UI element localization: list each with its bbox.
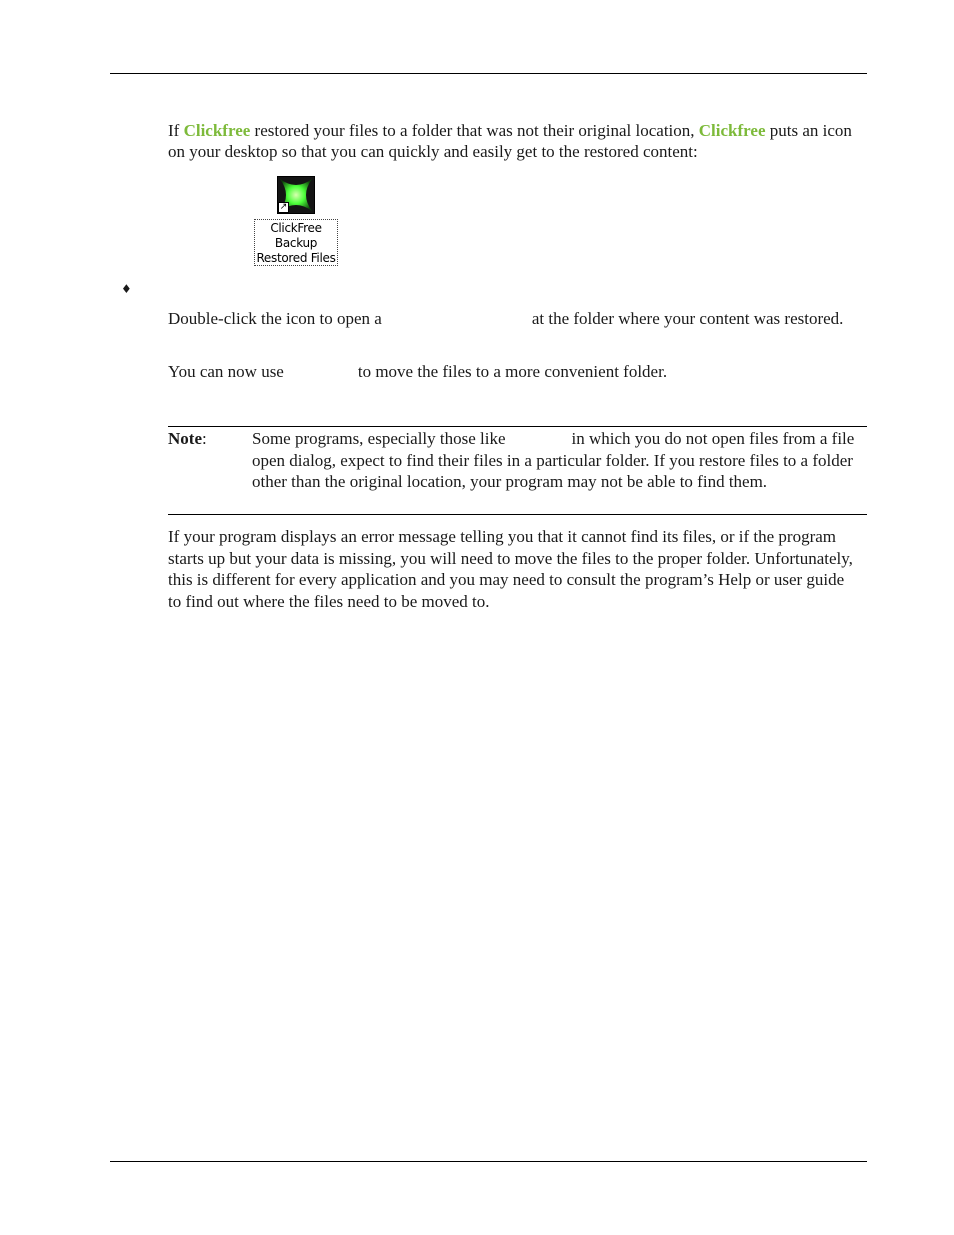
- intro-paragraph: [168, 120, 868, 162]
- note-text-pre: Some programs, especially those like: [252, 429, 506, 448]
- error-paragraph: If your program displays an error message telling you that it cannot find its files, or if the program starts up but your data is missing, you will need to move the files to the proper folder. Unfortunately, this is different for every application and you may need to consult the program’s Help or user guide to find out where the files need to be moved to.: [168, 527, 853, 611]
- header-rule: [110, 73, 867, 74]
- note-text-post: in which you do not open files from a file open dialog, expect to find their files in a particular folder. If you restore files to a folder other than the original location, your program may not be able to find them.: [252, 429, 855, 491]
- note-label: Note:: [168, 429, 207, 448]
- desktop-icon-label: [254, 219, 338, 266]
- intro-text-mid: restored your files to a folder that was not their original location,: [250, 121, 699, 140]
- step-text: You can now use: [168, 362, 284, 381]
- step-text: Double-click the icon to open a: [168, 309, 382, 328]
- intro-text-post: puts an icon on your desktop so that you can quickly and easily get to the restored content:: [168, 121, 852, 161]
- intro-text-pre: If: [168, 121, 184, 140]
- step-text: to move the files to a more convenient folder.: [357, 362, 668, 381]
- step-double-click: [168, 308, 858, 329]
- icon-label-line: ClickFree: [270, 221, 322, 235]
- step-text: at the folder where your content was restored.: [531, 309, 844, 328]
- step-move-files: [168, 361, 858, 382]
- clickfree-star-icon: [277, 176, 315, 214]
- footer-rule: [110, 1161, 867, 1162]
- icon-label-line: Restored Files: [256, 251, 336, 265]
- shortcut-arrow-icon: ↗: [279, 202, 288, 212]
- note-box: [168, 426, 867, 515]
- brand-name: Clickfree: [698, 121, 766, 140]
- icon-label-line: Backup: [274, 236, 318, 250]
- bullet-diamond-icon: ♦: [121, 282, 132, 296]
- note-text: [252, 428, 857, 493]
- brand-name: Clickfree: [183, 121, 251, 140]
